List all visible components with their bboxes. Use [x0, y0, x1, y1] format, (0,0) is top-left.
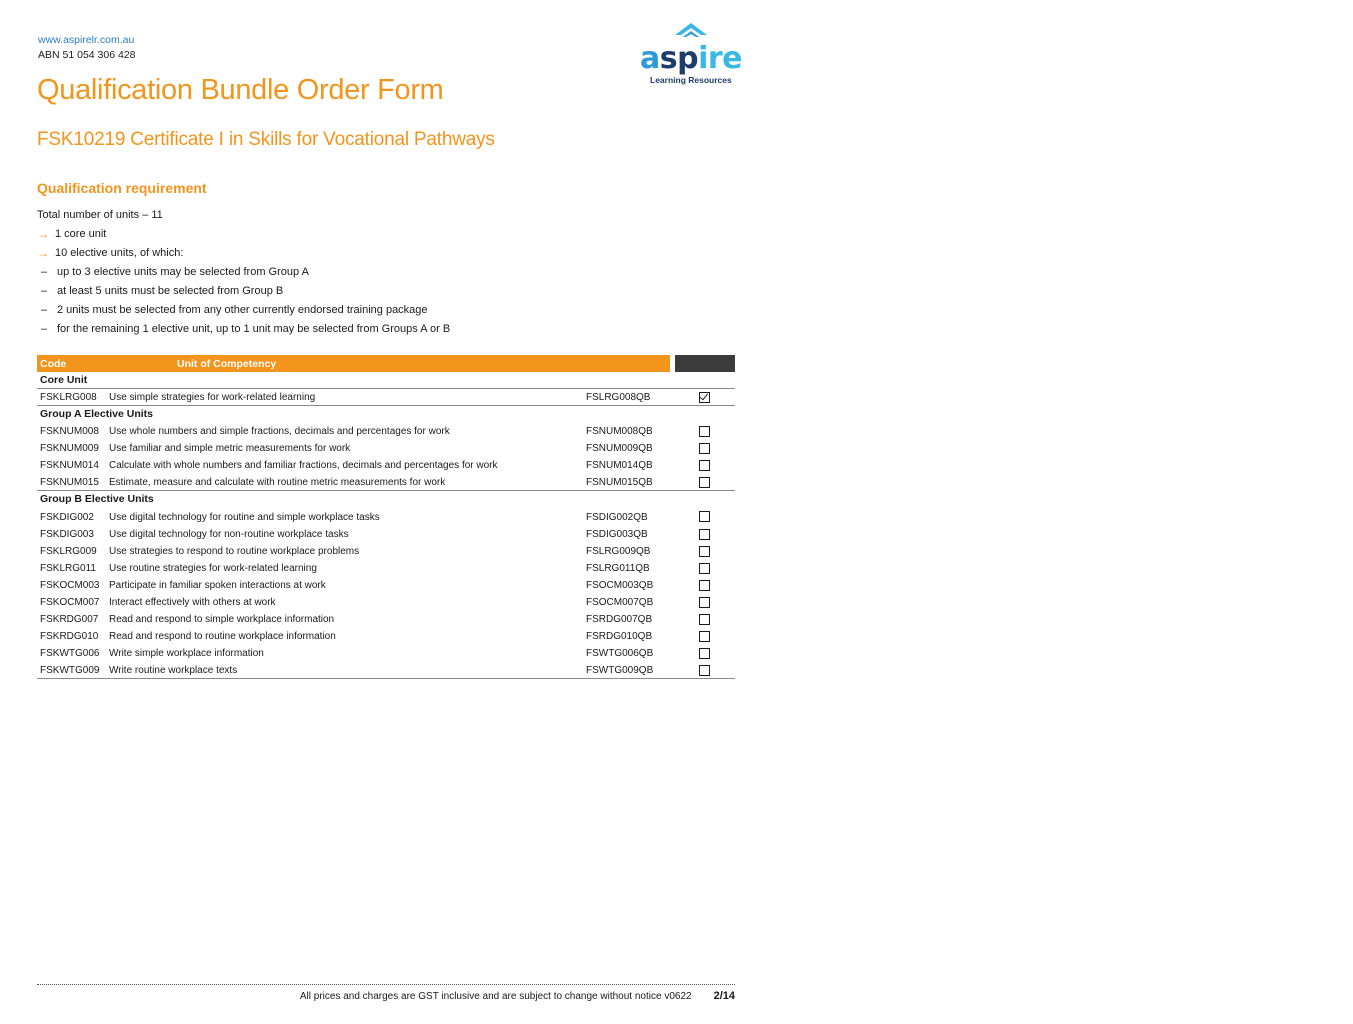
- select-checkbox[interactable]: [699, 426, 710, 437]
- footer-note: All prices and charges are GST inclusive and are subject to change without notice v0622: [299, 991, 692, 1002]
- unit-code: FSKOCM007: [40, 596, 100, 608]
- footer-divider: [37, 984, 735, 985]
- select-checkbox[interactable]: [699, 443, 710, 454]
- unit-title: Participate in familiar spoken interactions at work: [109, 579, 326, 591]
- office-code: FSNUM014QB: [586, 460, 653, 472]
- dash-bullet: –: [41, 285, 48, 297]
- condition-item: – for the remaining 1 elective unit, up to 1 unit may be selected from Groups A or B: [37, 320, 450, 339]
- office-code: FSDIG003QB: [586, 528, 648, 540]
- office-code: FSRDG007QB: [586, 614, 653, 626]
- qualification-subtitle: FSK10219 Certificate I in Skills for Vocational Pathways: [37, 129, 495, 150]
- table-row: [37, 543, 735, 560]
- header-unit: Unit of Competency: [177, 357, 277, 370]
- unit-code: FSKWTG006: [40, 648, 100, 660]
- page-number: 2/14: [713, 990, 735, 1002]
- unit-title: Use simple strategies for work-related learning: [109, 391, 316, 403]
- unit-code: FSKLRG009: [40, 545, 97, 557]
- unit-code: FSKLRG011: [40, 562, 96, 574]
- unit-code: FSKOCM003: [40, 579, 100, 591]
- core-units-item: → 1 core unit: [37, 225, 450, 244]
- office-code: FSNUM008QB: [586, 426, 653, 438]
- abn-text: ABN 51 054 306 428: [38, 49, 136, 61]
- table-row: [37, 662, 735, 679]
- unit-title: Interact effectively with others at work: [109, 596, 276, 608]
- unit-code: FSKNUM015: [40, 476, 99, 488]
- unit-code: FSKDIG003: [40, 528, 94, 540]
- unit-title: Use whole numbers and simple fractions, decimals and percentages for work: [109, 426, 450, 438]
- group-heading: Core Unit: [37, 372, 735, 389]
- requirement-list: [37, 206, 450, 339]
- office-code: FSWTG006QB: [586, 648, 654, 660]
- unit-title: Write routine workplace texts: [109, 664, 238, 676]
- select-checkbox[interactable]: [699, 546, 710, 557]
- condition-item: – up to 3 elective units may be selected from Group A: [37, 263, 450, 282]
- unit-code: FSKLRG008: [40, 391, 97, 403]
- office-code: FSNUM015QB: [586, 476, 653, 488]
- select-checkbox[interactable]: [699, 529, 710, 540]
- group-heading: Group A Elective Units: [40, 408, 153, 421]
- table-row: [37, 474, 735, 491]
- unit-code: FSKRDG007: [40, 614, 99, 626]
- office-code: FSOCM007QB: [586, 596, 654, 608]
- office-code: FSRDG010QB: [586, 631, 653, 643]
- unit-code: FSKNUM014: [40, 460, 99, 472]
- unit-title: Use strategies to respond to routine workplace problems: [109, 545, 360, 557]
- table-row: [37, 594, 735, 611]
- dash-bullet: –: [41, 266, 48, 278]
- table-body: [37, 372, 735, 679]
- unit-title: Use digital technology for non-routine workplace tasks: [109, 528, 349, 540]
- select-checkbox[interactable]: [699, 511, 710, 522]
- table-row: [37, 389, 735, 406]
- elective-conditions: [37, 263, 450, 339]
- table-row: [37, 577, 735, 594]
- office-code: FSLRG008QB: [586, 391, 651, 403]
- office-code: FSNUM009QB: [586, 443, 653, 455]
- unit-title: Use familiar and simple metric measurements for work: [109, 443, 351, 455]
- unit-title: Write simple workplace information: [109, 648, 264, 660]
- condition-item: – at least 5 units must be selected from Group B: [37, 282, 450, 301]
- select-checkbox[interactable]: [699, 392, 710, 403]
- table-row: [37, 560, 735, 577]
- unit-title: Calculate with whole numbers and familiar fractions, decimals and percentages for work: [109, 460, 498, 472]
- select-checkbox[interactable]: [699, 460, 710, 471]
- office-code: FSLRG011QB: [586, 562, 650, 574]
- select-checkbox[interactable]: [699, 580, 710, 591]
- select-checkbox[interactable]: [699, 477, 710, 488]
- requirement-heading: Qualification requirement: [37, 180, 207, 196]
- unit-code: FSKRDG010: [40, 631, 99, 643]
- table-row: [37, 611, 735, 628]
- dash-bullet: –: [41, 323, 48, 335]
- elective-units-item: → 10 elective units, of which:: [37, 244, 450, 263]
- table-row: [37, 645, 735, 662]
- logo-subtitle: Learning Resources: [650, 75, 732, 85]
- unit-code: FSKNUM009: [40, 443, 99, 455]
- select-checkbox[interactable]: [699, 563, 710, 574]
- unit-title: Use digital technology for routine and simple workplace tasks: [109, 511, 380, 523]
- website-link[interactable]: www.aspirelr.com.au: [38, 34, 135, 46]
- logo-wordmark: aspire: [640, 41, 743, 76]
- select-checkbox[interactable]: [699, 614, 710, 625]
- page-title: Qualification Bundle Order Form: [37, 74, 444, 106]
- footer: [37, 990, 735, 1002]
- units-table: [37, 355, 1339, 679]
- table-row: [37, 526, 735, 543]
- table-row: [37, 457, 735, 474]
- header-code: Code: [40, 357, 67, 370]
- select-checkbox[interactable]: [699, 665, 710, 676]
- unit-code: FSKDIG002: [40, 511, 94, 523]
- select-checkbox[interactable]: [699, 648, 710, 659]
- unit-code: FSKWTG009: [40, 664, 100, 676]
- unit-title: Read and respond to routine workplace information: [109, 631, 336, 643]
- office-code: FSWTG009QB: [586, 664, 654, 676]
- total-units: Total number of units – 11: [37, 209, 163, 221]
- office-code: FSOCM003QB: [586, 579, 654, 591]
- office-code: FSLRG009QB: [586, 545, 651, 557]
- header-meta: [38, 33, 136, 63]
- unit-title: Use routine strategies for work-related learning: [109, 562, 317, 574]
- office-code: FSDIG002QB: [586, 511, 648, 523]
- table-header: [37, 355, 1339, 372]
- arrow-icon: →: [37, 246, 49, 260]
- aspire-logo: [636, 22, 743, 88]
- table-row: [37, 440, 735, 457]
- arrow-icon: →: [37, 227, 49, 241]
- unit-title: Estimate, measure and calculate with routine metric measurements for work: [109, 476, 446, 488]
- header-select: Select: [1307, 357, 1339, 370]
- select-checkbox[interactable]: [699, 631, 710, 642]
- condition-item: – 2 units must be selected from any other currently endorsed training package: [37, 301, 450, 320]
- dash-bullet: –: [41, 304, 48, 316]
- table-row: [37, 508, 735, 525]
- unit-code: FSKNUM008: [40, 426, 99, 438]
- table-row: [37, 628, 735, 645]
- unit-title: Read and respond to simple workplace information: [109, 614, 335, 626]
- group-heading: Group B Elective Units: [40, 493, 154, 506]
- table-row: [37, 423, 735, 440]
- select-checkbox[interactable]: [699, 597, 710, 608]
- header-office-use: Office use: [1124, 357, 1175, 370]
